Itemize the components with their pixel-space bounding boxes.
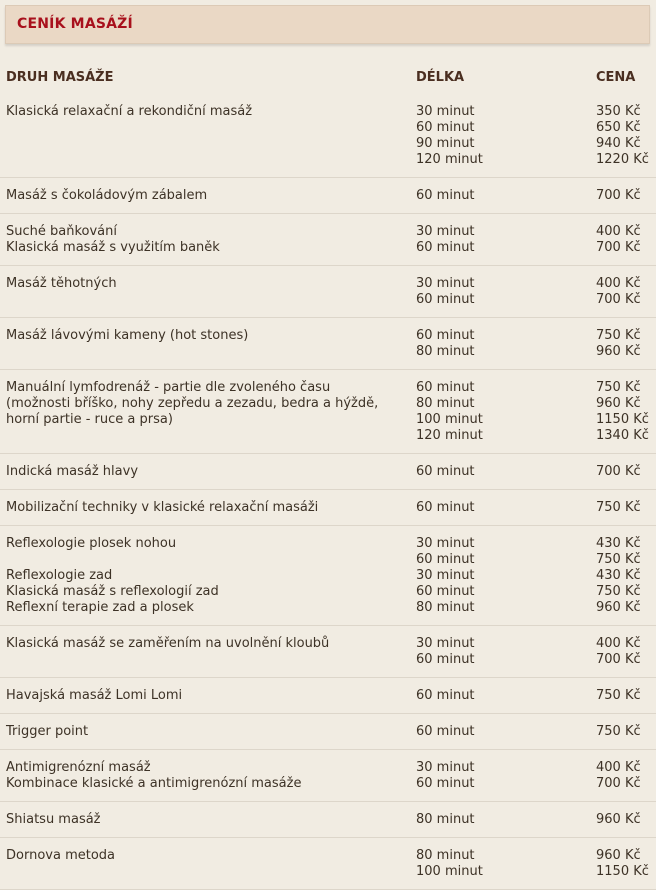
massage-type-name: Klasická relaxační a rekondiční masáž [6,104,253,119]
table-row [0,454,656,490]
massage-type-name: Klasická masáž se zaměřením na uvolnění kloubů [6,636,330,651]
duration-cell [416,812,586,828]
price-value: 700 Kč [596,292,641,307]
price-value: 750 Kč [596,552,641,567]
duration-value: 30 minut [416,568,475,583]
price-value: 650 Kč [596,120,641,135]
price-value: 700 Kč [596,188,641,203]
massage-type-name: Kombinace klasické a antimigrenózní masáže [6,776,302,791]
duration-value: 60 minut [416,724,475,739]
massage-type-cell [6,328,406,360]
price-cell [596,380,656,444]
massage-type-name [6,152,406,168]
price-value: 700 Kč [596,652,641,667]
table-row [0,750,656,802]
massage-type-name: Manuální lymfodrenáž - partie dle zvoleného času [6,380,331,395]
table-header [0,60,656,94]
duration-value: 30 minut [416,536,475,551]
massage-type-name: Reflexologie zad [6,568,113,583]
price-table [0,60,656,890]
massage-type-name: Suché baňkování [6,224,117,239]
duration-value: 100 minut [416,864,483,879]
price-cell [596,760,656,792]
price-value: 400 Kč [596,224,641,239]
table-row [0,318,656,370]
massage-type-cell [6,724,406,740]
price-cell [596,636,656,668]
table-row [0,370,656,454]
duration-value: 80 minut [416,396,475,411]
duration-cell [416,276,586,308]
price-value: 750 Kč [596,328,641,343]
price-value: 400 Kč [596,276,641,291]
massage-type-cell [6,224,406,256]
duration-value: 60 minut [416,500,475,515]
duration-value: 90 minut [416,136,475,151]
price-value: 350 Kč [596,104,641,119]
duration-value: 60 minut [416,292,475,307]
duration-cell [416,188,586,204]
duration-value: 120 minut [416,152,483,167]
massage-type-name: Masáž těhotných [6,276,117,291]
duration-value: 30 minut [416,760,475,775]
price-value: 700 Kč [596,776,641,791]
price-value: 940 Kč [596,136,641,151]
table-body [0,94,656,890]
duration-value: 60 minut [416,584,475,599]
price-value: 400 Kč [596,636,641,651]
table-row [0,526,656,626]
duration-value: 60 minut [416,240,475,255]
duration-value: 60 minut [416,552,475,567]
price-value: 750 Kč [596,724,641,739]
header-length: DÉLKA [416,70,465,85]
price-cell [596,812,656,828]
duration-value: 60 minut [416,328,475,343]
duration-cell [416,536,586,616]
duration-value: 30 minut [416,224,475,239]
price-value: 400 Kč [596,760,641,775]
massage-type-name: Indická masáž hlavy [6,464,139,479]
duration-cell [416,464,586,480]
table-row [0,714,656,750]
price-value: 750 Kč [596,688,641,703]
massage-type-name: Shiatsu masáž [6,812,101,827]
massage-type-cell [6,500,406,516]
massage-type-cell [6,636,406,668]
massage-type-cell [6,760,406,792]
price-cell [596,848,656,880]
price-value: 430 Kč [596,568,641,583]
price-cell [596,224,656,256]
duration-cell [416,688,586,704]
massage-type-name: Mobilizační techniky v klasické relaxační masáži [6,500,319,515]
duration-cell [416,104,586,168]
page-header [5,5,650,44]
price-cell [596,104,656,168]
price-value: 750 Kč [596,584,641,599]
price-cell [596,500,656,516]
price-value: 700 Kč [596,464,641,479]
massage-type-name: Trigger point [6,724,89,739]
massage-type-name [6,136,406,152]
massage-type-cell [6,104,406,168]
duration-value: 30 minut [416,104,475,119]
price-value: 960 Kč [596,396,641,411]
massage-type-cell [6,536,406,616]
price-cell [596,724,656,740]
header-price: CENA [596,70,636,85]
massage-type-name: Klasická masáž s reflexologií zad [6,584,219,599]
table-row [0,266,656,318]
massage-type-cell [6,688,406,704]
price-cell [596,328,656,360]
page-title: CENÍK MASÁŽÍ [17,16,133,32]
massage-type-name [6,428,406,444]
duration-value: 60 minut [416,120,475,135]
massage-type-name: Masáž lávovými kameny (hot stones) [6,328,249,343]
duration-value: 60 minut [416,776,475,791]
price-value: 1150 Kč [596,412,649,427]
duration-value: 60 minut [416,188,475,203]
massage-type-name: Masáž s čokoládovým zábalem [6,188,208,203]
price-cell [596,276,656,308]
price-value: 960 Kč [596,600,641,615]
massage-type-name: Antimigrenózní masáž [6,760,151,775]
massage-type-name [6,344,406,360]
duration-cell [416,636,586,668]
massage-type-name: horní partie - ruce a prsa) [6,412,173,427]
massage-type-cell [6,464,406,480]
duration-value: 80 minut [416,344,475,359]
price-value: 1150 Kč [596,864,649,879]
massage-type-name [6,120,406,136]
price-value: 430 Kč [596,536,641,551]
duration-cell [416,328,586,360]
table-row [0,178,656,214]
price-cell [596,188,656,204]
duration-cell [416,724,586,740]
table-row [0,678,656,714]
table-row [0,490,656,526]
price-value: 1220 Kč [596,152,649,167]
duration-value: 60 minut [416,464,475,479]
massage-type-cell [6,812,406,828]
table-row [0,626,656,678]
massage-type-name: (možnosti bříško, nohy zepředu a zezadu, bedra a hýždě, [6,396,379,411]
price-cell [596,536,656,616]
duration-value: 60 minut [416,380,475,395]
massage-type-name [6,292,406,308]
duration-cell [416,224,586,256]
duration-value: 80 minut [416,848,475,863]
header-type: DRUH MASÁŽE [6,70,114,85]
massage-type-name [6,652,406,668]
massage-type-name [6,552,406,568]
duration-cell [416,760,586,792]
table-row [0,214,656,266]
duration-cell [416,848,586,880]
price-value: 700 Kč [596,240,641,255]
duration-value: 80 minut [416,812,475,827]
duration-value: 100 minut [416,412,483,427]
duration-cell [416,380,586,444]
price-value: 1340 Kč [596,428,649,443]
duration-value: 80 minut [416,600,475,615]
price-cell [596,464,656,480]
table-row [0,838,656,890]
price-value: 960 Kč [596,848,641,863]
massage-type-cell [6,380,406,444]
table-row [0,94,656,178]
price-value: 750 Kč [596,380,641,395]
massage-type-cell [6,848,406,880]
massage-type-cell [6,276,406,308]
massage-type-name: Dornova metoda [6,848,115,863]
massage-type-name: Reflexologie plosek nohou [6,536,177,551]
price-value: 960 Kč [596,344,641,359]
massage-type-name: Reflexní terapie zad a plosek [6,600,194,615]
duration-value: 120 minut [416,428,483,443]
duration-value: 60 minut [416,652,475,667]
duration-value: 60 minut [416,688,475,703]
table-row [0,802,656,838]
duration-cell [416,500,586,516]
price-value: 750 Kč [596,500,641,515]
price-cell [596,688,656,704]
massage-type-name: Havajská masáž Lomi Lomi [6,688,183,703]
massage-type-cell [6,188,406,204]
massage-type-name: Klasická masáž s využitím baněk [6,240,220,255]
massage-type-name [6,864,406,880]
duration-value: 30 minut [416,276,475,291]
price-value: 960 Kč [596,812,641,827]
duration-value: 30 minut [416,636,475,651]
